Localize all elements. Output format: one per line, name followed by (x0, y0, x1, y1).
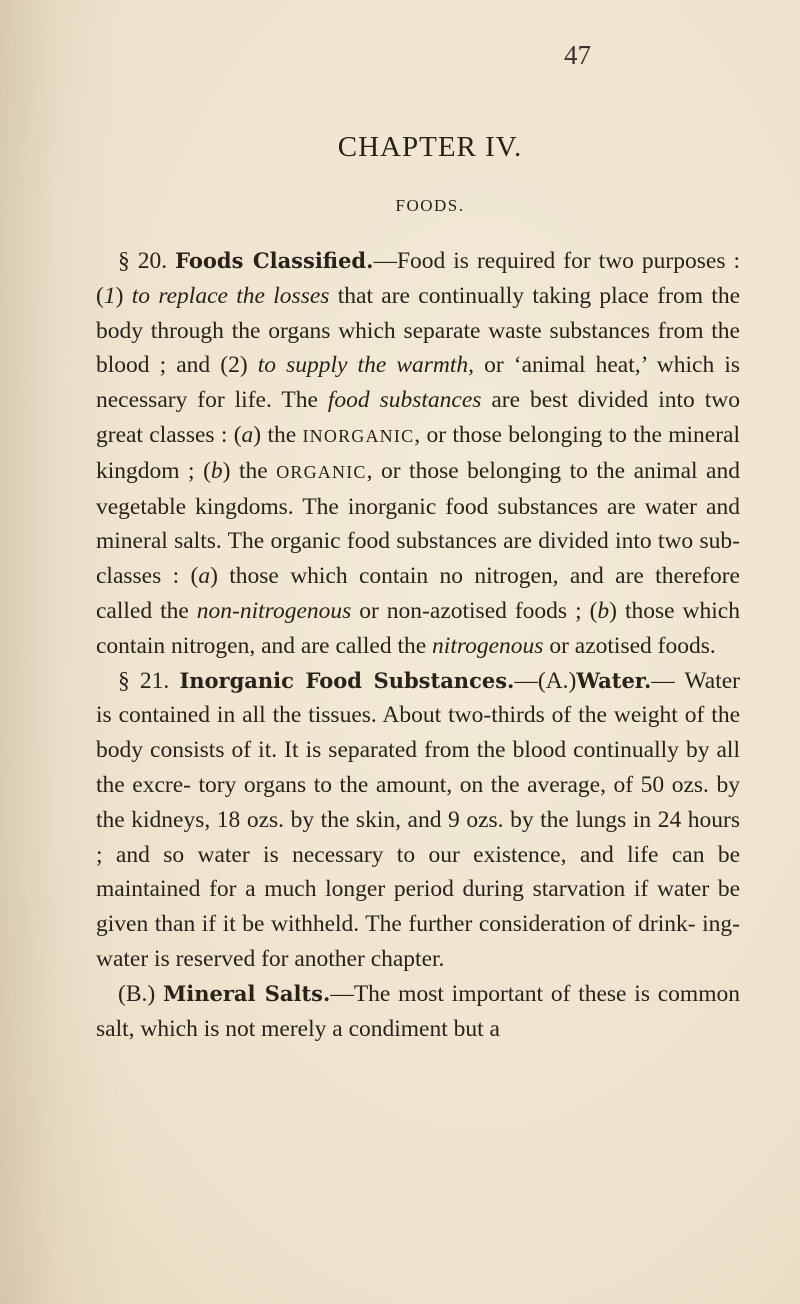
text-run: , or those belonging to the mineral kingdom ; ( (96, 421, 741, 484)
text-run: § 20. (118, 248, 176, 274)
text-run: or non-azotised foods ; ( (351, 597, 598, 624)
section-heading: FOODS. (395, 196, 465, 215)
page-number: 47 (564, 40, 591, 70)
text-run: ) the (253, 421, 303, 448)
small-caps-term: INORGANIC (302, 425, 415, 446)
emphasis: a (241, 421, 254, 448)
emphasis: b (597, 597, 610, 624)
text-run: —The most important of these is common salt, which is not merely a condiment but a (96, 980, 740, 1042)
chapter-heading: CHAPTER IV. (337, 131, 523, 163)
text-run: that are continually taking place from the body through the organs which separate waste substances from the blood ; and (2) (96, 282, 740, 379)
run-in-heading: Water. (576, 667, 652, 693)
emphasis: a (198, 563, 211, 590)
text-run: (B.) (118, 980, 163, 1007)
body-text (96, 244, 740, 1046)
text-run: ) those which contain nitrogen, and are called the (96, 597, 740, 659)
text-run: —Food is required for two purposes : ( (96, 248, 741, 309)
emphasis: non-nitrogenous (196, 597, 352, 624)
text-run: are best divided into two great classes : ( (96, 387, 740, 448)
text-run: or azotised foods. (543, 632, 716, 659)
run-in-heading: Foods Classified. (175, 248, 374, 273)
emphasis: b (210, 457, 223, 484)
text-run: § 21. (118, 667, 180, 694)
text-run: or ‘animal heat,’ which is necessary for life. The (96, 352, 740, 414)
emphasis: nitrogenous (432, 632, 544, 659)
emphasis: to supply the warmth, (257, 352, 475, 379)
emphasis: food substances (327, 387, 482, 414)
text-run: ) (115, 282, 132, 309)
paragraph-inorganic-substances (96, 664, 740, 977)
paragraph-foods-classified (96, 244, 740, 664)
text-run: — Water is contained in all the tissues. About two-thirds of the weight of the body consists of it. It is separated from the blood continually by all the excre- tory organs to the amount, on the average, of 50 ozs. by the kidneys, 18 ozs. by the skin, and 9 ozs. by the lungs in 24 hours ; and so water is necessary to our existence, and life can be maintained for a much longer period during starvation if water be given than if it be withheld. The further consideration of drink- ing-water is reserved for another chapter. (96, 667, 740, 972)
paragraph-mineral-salts (96, 977, 740, 1047)
emphasis: to replace the losses (131, 282, 330, 309)
text-run: ) those which contain no nitrogen, and are therefore called the (96, 563, 740, 624)
run-in-heading: Mineral Salts. (163, 980, 331, 1006)
small-caps-term: ORGANIC (276, 461, 367, 482)
text-run: —(A.) (514, 667, 577, 694)
text-run: 1 (103, 282, 116, 309)
text-run: , or those belonging to the animal and vegetable kingdoms. The inorganic food substances are water and mineral salts. The organic food substances are divided into two sub-classes : ( (96, 457, 740, 590)
run-in-heading: Inorganic Food Substances. (179, 667, 515, 693)
text-run: ) the (222, 457, 277, 484)
